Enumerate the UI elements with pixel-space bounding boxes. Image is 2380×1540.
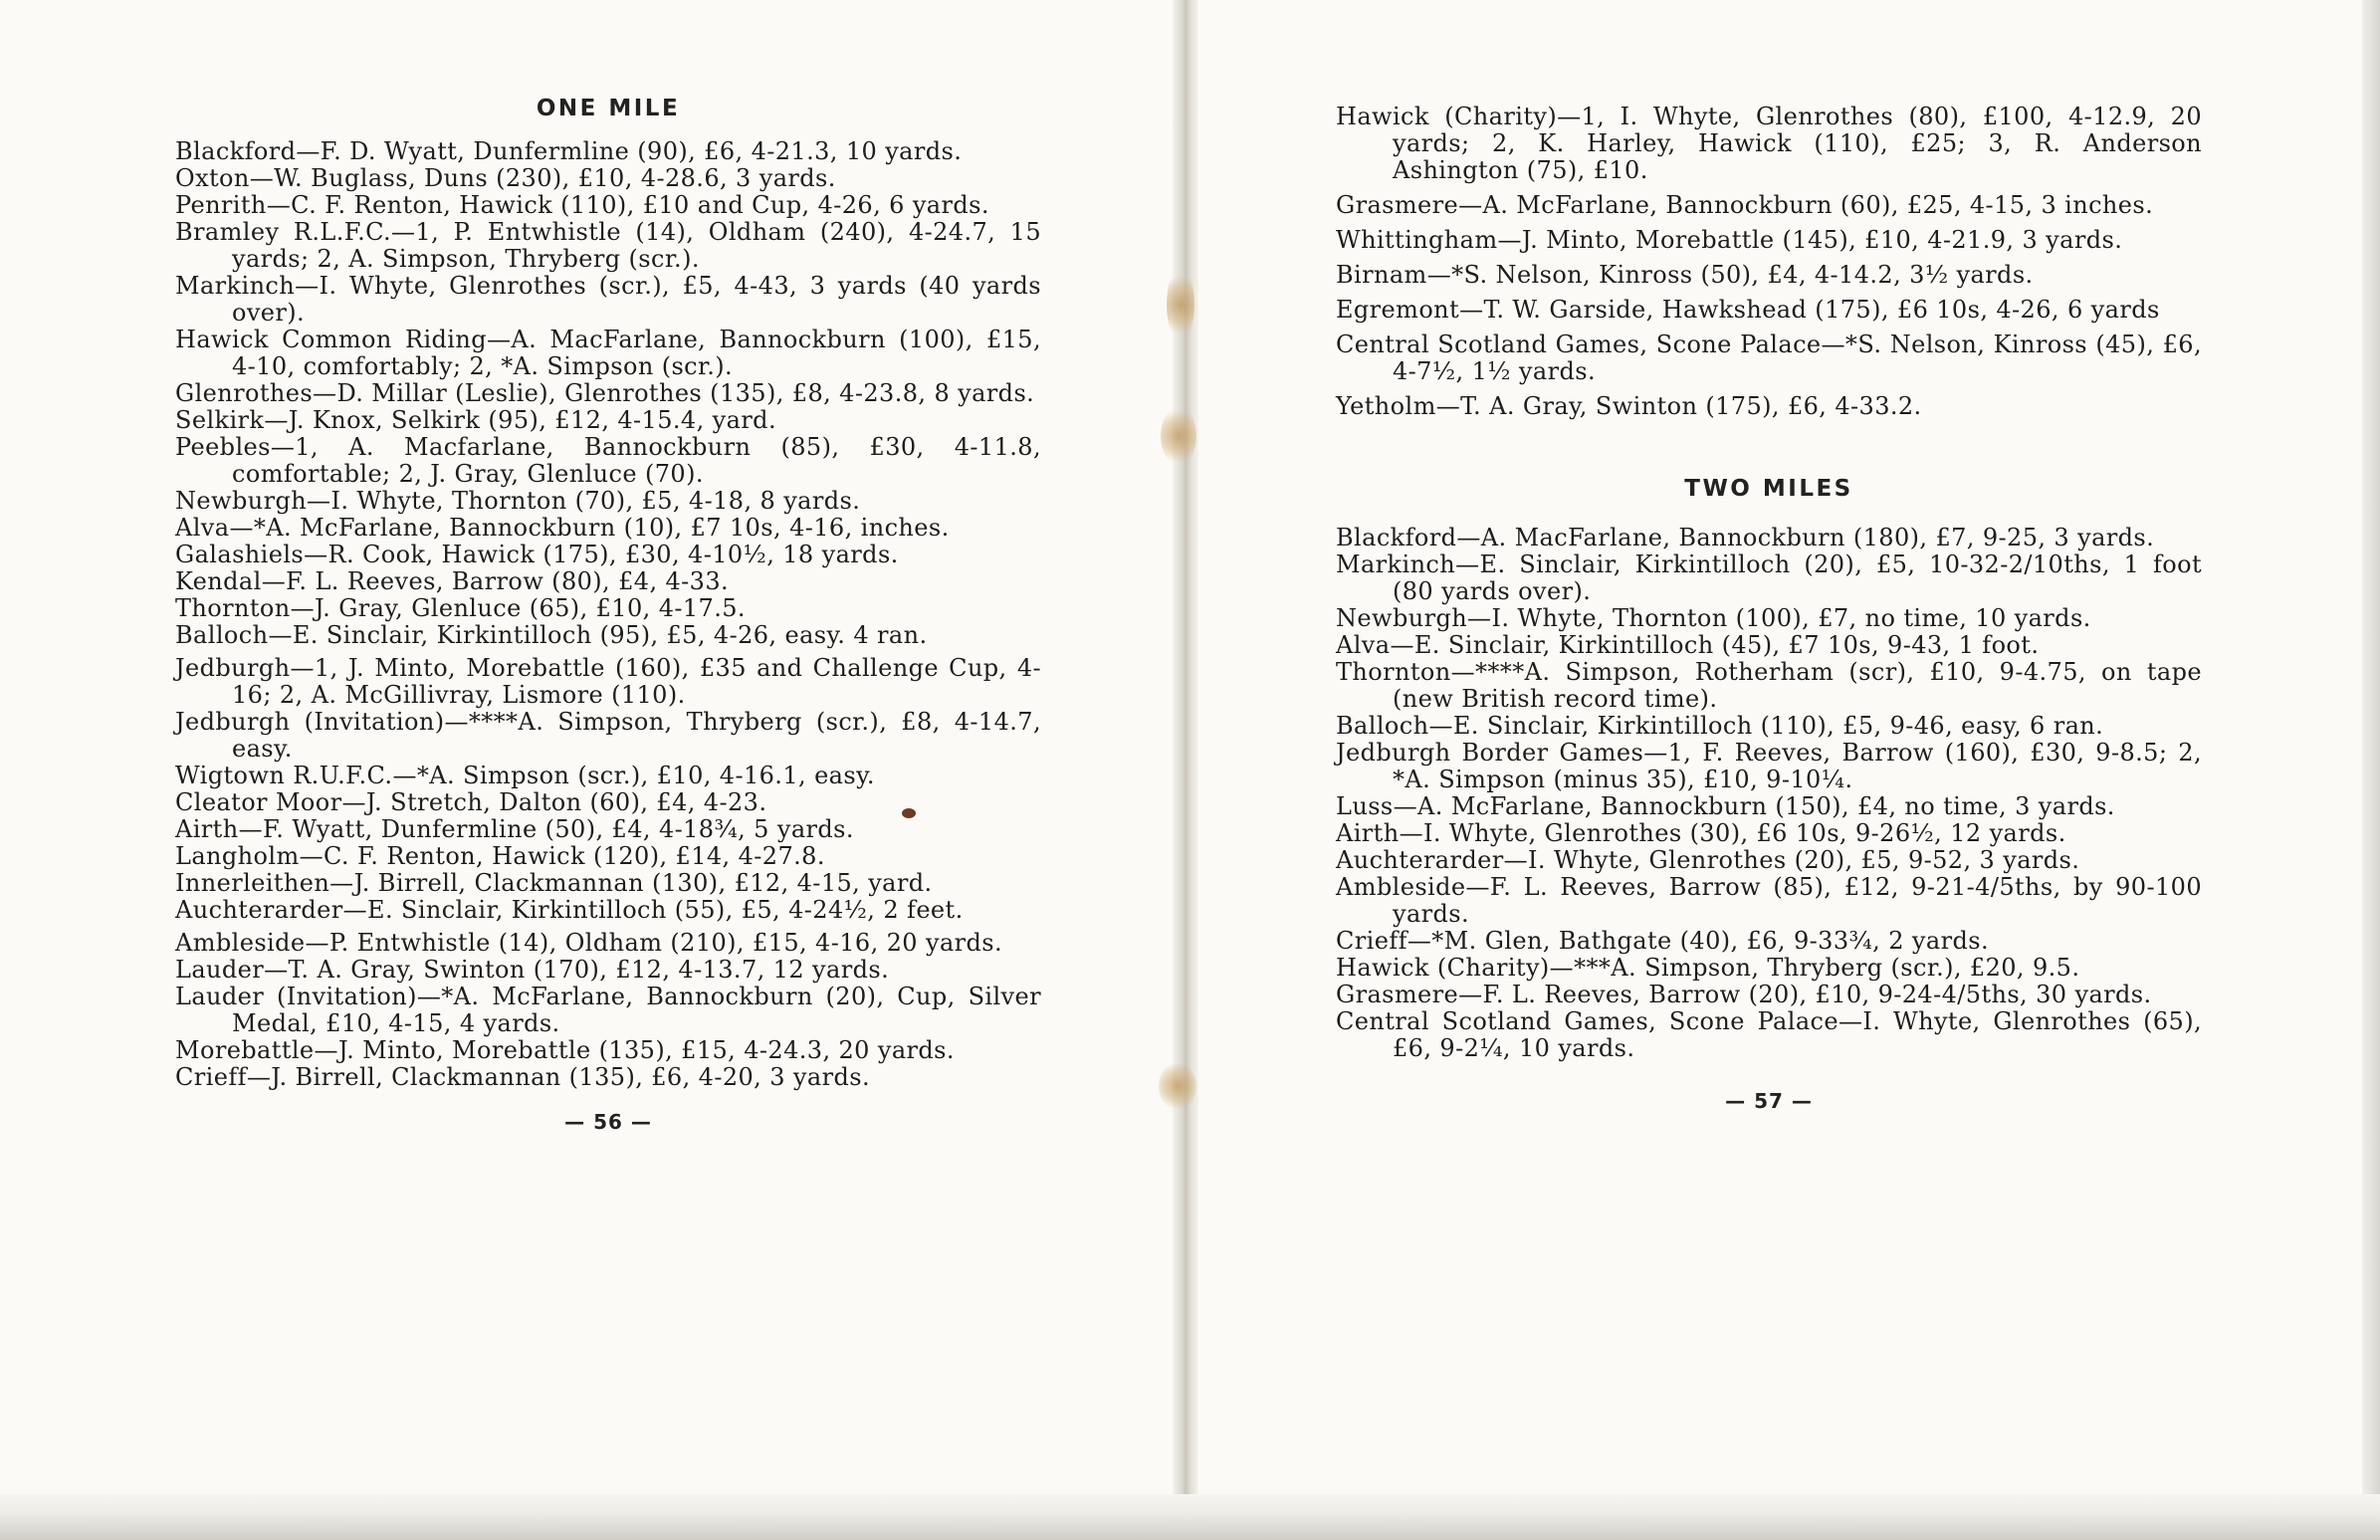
section-heading-two-miles: TWO MILES [1684,476,1853,502]
result-entry: Whittingham—J. Minto, Morebattle (145), £10, 4-21.9, 3 yards. [1336,226,2123,254]
result-entry: Newburgh—I. Whyte, Thornton (100), £7, no time, 10 yards. [1336,604,2091,632]
page-bottom-edge [0,1494,2380,1540]
result-entry: Luss—A. McFarlane, Bannockburn (150), £4, no time, 3 yards. [1336,792,2115,820]
result-entry: Markinch—E. Sinclair, Kirkintilloch (20), £5, 10-32-2/10ths, 1 foot (80 yards over). [1336,550,2202,605]
result-entry: Grasmere—A. McFarlane, Bannockburn (60), £25, 4-15, 3 inches. [1336,191,2154,219]
result-entry: Balloch—E. Sinclair, Kirkintilloch (110), £5, 9-46, easy, 6 ran. [1336,712,2104,740]
result-entry: Peebles—1, A. Macfarlane, Bannockburn (85), £30, 4-11.8, comfortable; 2, J. Gray, Glenluce (70). [175,433,1041,488]
page-56 [175,96,1041,1136]
result-entry: Alva—*A. McFarlane, Bannockburn (10), £7 10s, 4-16, inches. [175,514,950,542]
result-entry: Crieff—*M. Glen, Bathgate (40), £6, 9-33¾, 2 yards. [1336,927,1989,955]
result-entry: Yetholm—T. A. Gray, Swinton (175), £6, 4-33.2. [1336,392,1922,420]
result-entry: Auchterarder—E. Sinclair, Kirkintilloch (55), £5, 4-24½, 2 feet. [175,896,964,924]
result-entry: Lauder—T. A. Gray, Swinton (170), £12, 4-13.7, 12 yards. [175,956,890,984]
result-entry: Glenrothes—D. Millar (Leslie), Glenrothes (135), £8, 4-23.8, 8 yards. [175,379,1035,407]
page-edge [2362,0,2380,1540]
result-entry: Blackford—F. D. Wyatt, Dunfermline (90), £6, 4-21.3, 10 yards. [175,137,963,165]
result-entry: Airth—F. Wyatt, Dunfermline (50), £4, 4-18¾, 5 yards. [175,815,854,843]
page-number: — 57 — [1725,1089,1813,1113]
result-entry: Grasmere—F. L. Reeves, Barrow (20), £10, 9-24-4/5ths, 30 yards. [1336,981,2152,1008]
result-entry: Crieff—J. Birrell, Clackmannan (135), £6, 4-20, 3 yards. [175,1063,870,1091]
section-heading-one-mile: ONE MILE [536,96,681,121]
result-entry: Hawick (Charity)—1, I. Whyte, Glenrothes (80), £100, 4-12.9, 20 yards; 2, K. Harley, Hawick (110), £25; 3, R. Anderson Ashington (75), £10. [1336,103,2202,184]
result-entry: Kendal—F. L. Reeves, Barrow (80), £4, 4-33. [175,567,730,595]
book-gutter [1173,0,1198,1540]
result-entry: Hawick (Charity)—***A. Simpson, Thryberg (scr.), £20, 9.5. [1336,954,2080,982]
result-entry: Cleator Moor—J. Stretch, Dalton (60), £4, 4-23. [175,788,767,816]
paper-stain [1159,1061,1196,1111]
result-entry: Newburgh—I. Whyte, Thornton (70), £5, 4-18, 8 yards. [175,487,861,515]
paper-stain [1161,406,1196,466]
result-entry: Galashiels—R. Cook, Hawick (175), £30, 4-10½, 18 yards. [175,541,899,568]
result-entry: Egremont—T. W. Garside, Hawkshead (175), £6 10s, 4-26, 6 yards [1336,296,2160,324]
paper-stain [1167,269,1194,340]
result-entry: Innerleithen—J. Birrell, Clackmannan (130), £12, 4-15, yard. [175,869,933,897]
page-number: — 56 — [564,1110,652,1134]
result-entry: Bramley R.L.F.C.—1, P. Entwhistle (14), Oldham (240), 4-24.7, 15 yards; 2, A. Simpson, Thryberg (scr.). [175,218,1041,273]
result-entry: Thornton—****A. Simpson, Rotherham (scr), £10, 9-4.75, on tape (new British record time). [1336,658,2202,713]
one-mile-results-continued [1336,104,2202,420]
result-entry: Morebattle—J. Minto, Morebattle (135), £15, 4-24.3, 20 yards. [175,1036,955,1064]
result-entry: Auchterarder—I. Whyte, Glenrothes (20), £5, 9-52, 3 yards. [1336,846,2080,874]
result-entry: Jedburgh—1, J. Minto, Morebattle (160), £35 and Challenge Cup, 4-16; 2, A. McGillivray, Lismore (110). [175,654,1041,709]
result-entry: Penrith—C. F. Renton, Hawick (110), £10 and Cup, 4-26, 6 yards. [175,191,989,219]
one-mile-results [175,138,1041,1091]
result-entry: Blackford—A. MacFarlane, Bannockburn (180), £7, 9-25, 3 yards. [1336,524,2155,551]
result-entry: Thornton—J. Gray, Glenluce (65), £10, 4-17.5. [175,594,746,622]
result-entry: Central Scotland Games, Scone Palace—I. Whyte, Glenrothes (65), £6, 9-2¼, 10 yards. [1336,1007,2202,1062]
result-entry: Airth—I. Whyte, Glenrothes (30), £6 10s, 9-26½, 12 yards. [1336,819,2066,847]
result-entry: Balloch—E. Sinclair, Kirkintilloch (95), £5, 4-26, easy. 4 ran. [175,621,928,649]
result-entry: Langholm—C. F. Renton, Hawick (120), £14, 4-27.8. [175,842,825,870]
result-entry: Hawick Common Riding—A. MacFarlane, Bannockburn (100), £15, 4-10, comfortably; 2, *A. Simpson (scr.). [175,326,1041,380]
result-entry: Jedburgh (Invitation)—****A. Simpson, Thryberg (scr.), £8, 4-14.7, easy. [175,708,1041,763]
two-miles-results [1336,525,2202,1062]
result-entry: Oxton—W. Buglass, Duns (230), £10, 4-28.6, 3 yards. [175,164,836,192]
result-entry: Central Scotland Games, Scone Palace—*S. Nelson, Kinross (45), £6, 4-7½, 1½ yards. [1336,330,2202,385]
page-57 [1336,104,2202,1115]
result-entry: Alva—E. Sinclair, Kirkintilloch (45), £7 10s, 9-43, 1 foot. [1336,631,2040,659]
result-entry: Jedburgh Border Games—1, F. Reeves, Barrow (160), £30, 9-8.5; 2, *A. Simpson (minus 35), £10, 9-10¼. [1336,739,2202,793]
result-entry: Markinch—I. Whyte, Glenrothes (scr.), £5, 4-43, 3 yards (40 yards over). [175,272,1041,327]
result-entry: Ambleside—F. L. Reeves, Barrow (85), £12, 9-21-4/5ths, by 90-100 yards. [1336,873,2202,928]
result-entry: Ambleside—P. Entwhistle (14), Oldham (210), £15, 4-16, 20 yards. [175,929,1003,957]
result-entry: Lauder (Invitation)—*A. McFarlane, Bannockburn (20), Cup, Silver Medal, £10, 4-15, 4 yards. [175,983,1041,1037]
result-entry: Selkirk—J. Knox, Selkirk (95), £12, 4-15.4, yard. [175,406,776,434]
result-entry: Wigtown R.U.F.C.—*A. Simpson (scr.), £10, 4-16.1, easy. [175,762,875,789]
result-entry: Birnam—*S. Nelson, Kinross (50), £4, 4-14.2, 3½ yards. [1336,261,2034,289]
